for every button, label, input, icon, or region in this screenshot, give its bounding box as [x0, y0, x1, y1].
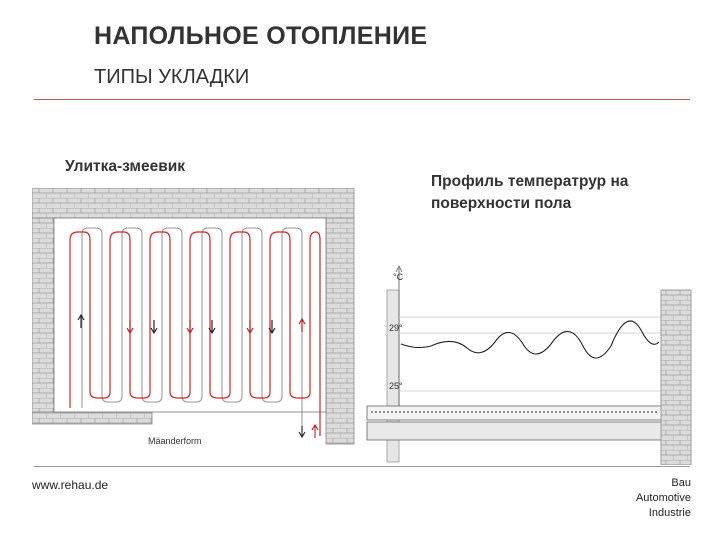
bottom-wall [32, 412, 152, 424]
footer-division: Automotive [635, 492, 691, 504]
floor-screed [367, 406, 663, 420]
flow-arrow-up [312, 425, 318, 438]
right-wall [326, 218, 354, 444]
top-wall [32, 188, 354, 218]
footer-url[interactable]: www.rehau.de [32, 478, 109, 492]
page-subtitle: ТИПЫ УКЛАДКИ [94, 66, 250, 88]
temp-label-upper: 29° [389, 323, 403, 333]
footer-division: Industrie [648, 507, 691, 519]
left-wall [32, 218, 54, 414]
right-diagram-caption: Профиль температрур на поверхности пола [431, 173, 629, 212]
temp-label-lower: 25° [389, 381, 403, 391]
page-title: НАПОЛЬНОЕ ОТОПЛЕНИЕ [94, 22, 428, 50]
meander-form-label: Mäanderform [148, 436, 202, 446]
meander-layout-diagram [32, 188, 358, 448]
footer-division: Bau [671, 477, 691, 489]
floor-slab [367, 422, 663, 440]
footer-divisions [636, 476, 691, 521]
right-wall-section [661, 290, 691, 465]
left-diagram-caption: Улитка-змеевик [65, 158, 186, 175]
title-divider [34, 99, 690, 100]
temperature-curve [401, 321, 659, 358]
footer-divider [34, 466, 690, 467]
flow-arrow-down [299, 426, 305, 437]
axis-mark: °C [393, 272, 404, 282]
temperature-profile-diagram [365, 260, 695, 465]
